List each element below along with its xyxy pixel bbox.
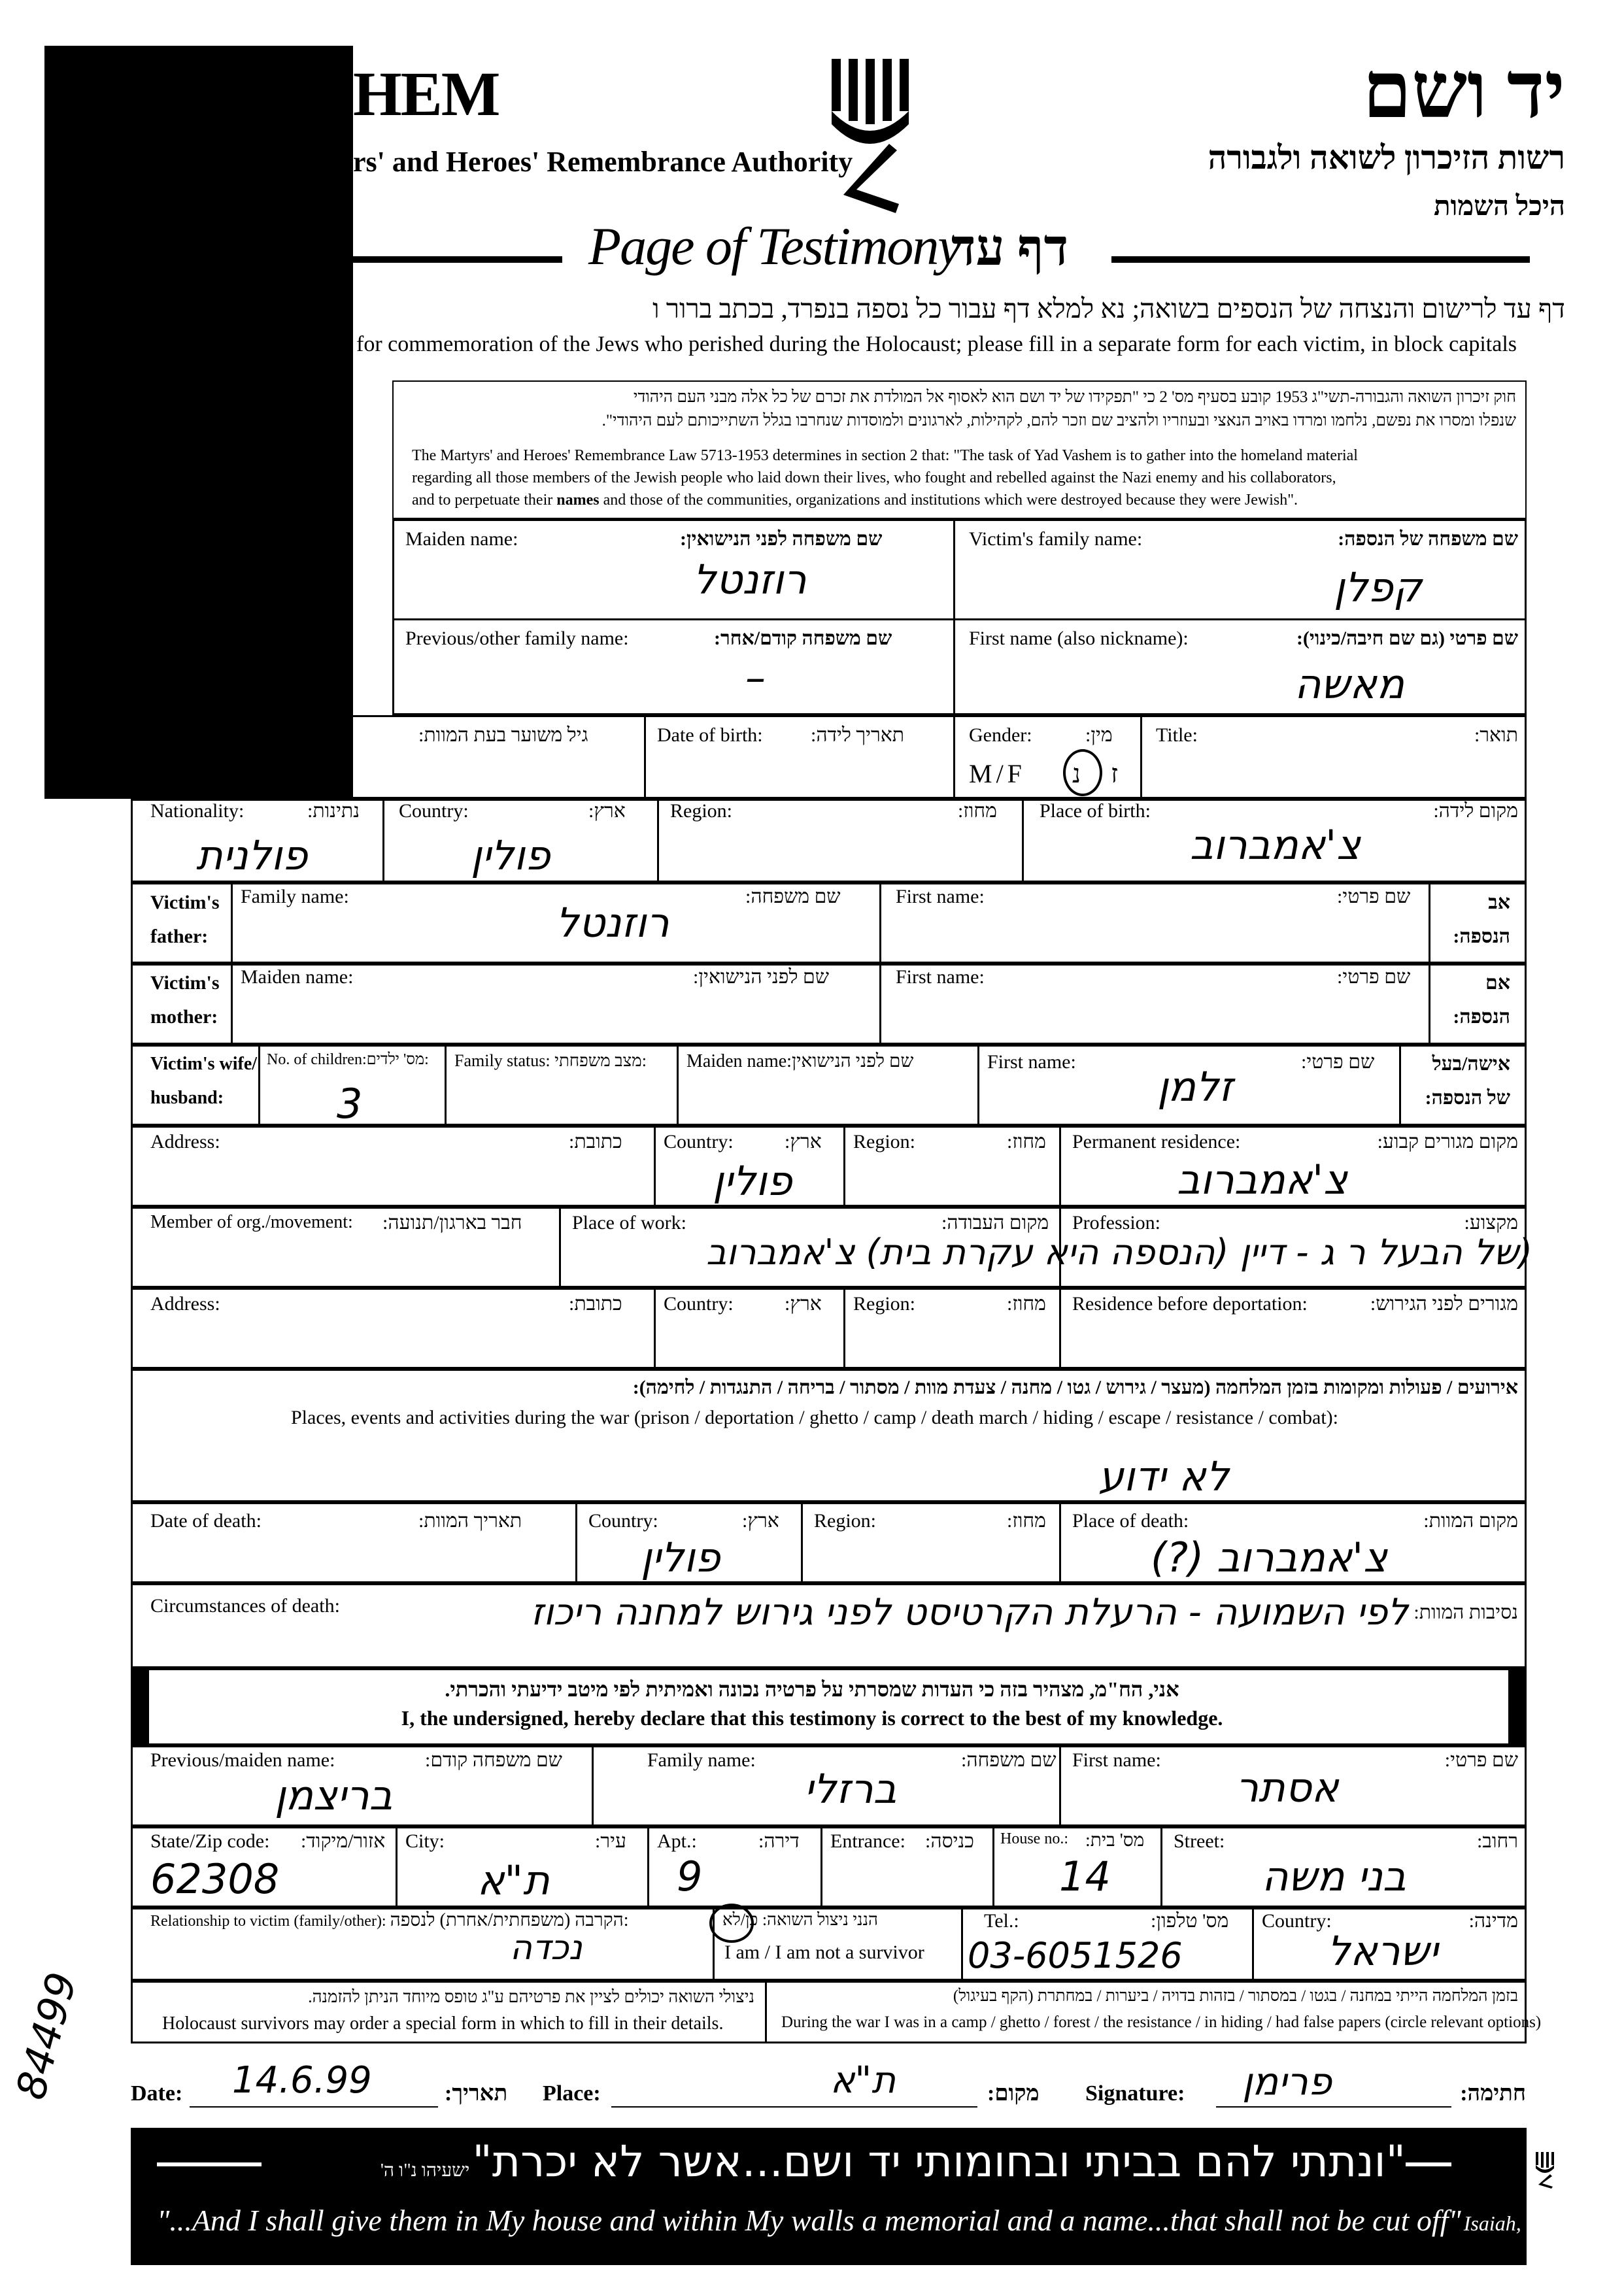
profession-label-he: מקצוע: [1464,1212,1518,1234]
witness-family-label-he: שם משפחה: [961,1749,1057,1771]
tel-label-he: מס' טלפון: [1151,1910,1229,1932]
house-label-he: מס' בית: [1085,1830,1145,1851]
gender-options-he[interactable]: ז נ [1072,759,1130,788]
grid-divider [592,1745,594,1826]
org-en-title: HEM [353,59,499,129]
family-name-label: Victim's family name: [969,528,1143,550]
footer-quote-en [157,2203,1565,2238]
father-label: Victim's father: [150,892,220,947]
grid-divider [392,618,1527,620]
survivor-label-he[interactable]: הנני ניצול השואה: כן/לא [722,1910,879,1929]
street-value: בני משה [1262,1853,1406,1900]
first-name-label: First name (also nickname): [969,628,1189,649]
children-label: No. of children:מס' ילדים: [267,1051,429,1068]
circ-label-he: נסיבות המוות: [1413,1602,1518,1623]
law-he-line2: שנפלו ומסרו את נפשם, נלחמו ומרדו באויב הנאצי ובעוזריו ולהציב שם וזכר להם, לקהילות, לארגונים ולמוסדות שנחרבו בגלל השתייכותם לעם היהודי". [601,412,1516,429]
grid-divider [1429,964,1430,1045]
address-region-label: Region: [853,1131,915,1152]
title-label-he: תואר: [1474,724,1518,746]
mother-maiden-label: Maiden name: [241,966,354,988]
redaction-block [44,46,353,799]
family-status-label: Family status: מצב משפחתי: [454,1051,647,1070]
date-line [190,2106,438,2108]
grid-divider [657,799,659,882]
war-note-en[interactable]: During the war I was in a camp / ghetto / forest / the resistance / in hiding / had false papers (circle relevant options) [781,2013,1542,2031]
grid-divider [654,1288,656,1369]
witness-first-label-he: שם פרטי: [1444,1749,1518,1771]
perm-residence-label: Permanent residence: [1072,1131,1241,1152]
spouse-label-he: אישה/בעל של הנספה: [1425,1053,1510,1109]
dod-label: Date of death: [150,1510,262,1532]
address2-label-he: כתובת: [569,1293,622,1315]
grid-divider [231,882,233,964]
zip-label: State/Zip code: [150,1830,270,1852]
profession-label: Profession: [1072,1212,1160,1234]
grid-divider [1022,799,1024,882]
place-line [611,2106,977,2108]
mother-first-label: First name: [896,966,985,988]
street-label-he: רחוב: [1477,1830,1518,1852]
children-value: 3 [337,1080,363,1128]
footer-quote-he [275,2136,1406,2187]
grid-divider [961,1908,963,1981]
pod-label-he: מקום המוות: [1423,1510,1518,1532]
father-label-he: אב הנספה: [1453,892,1510,947]
grid-divider [801,1502,803,1583]
family-name-value: קפלן [1334,563,1422,611]
footer-quote-he-ref: ישעיהו נ"ו ה' [380,2160,470,2181]
grid-divider [879,964,881,1045]
title-rule-left [353,256,562,263]
org-he-title: יד ושם [1362,47,1565,134]
law-en-line1: The Martyrs' and Heroes' Remembrance Law 5713-1953 determines in section 2 that: "The task of Yad Vashem is to gather into the homeland material [412,447,1358,464]
apt-label: Apt.: [657,1830,697,1852]
grid-divider [654,1126,656,1207]
signature-line [1216,2106,1451,2108]
address2-region-label-he: מחוז: [1007,1293,1046,1315]
footer-rule-right [1406,2162,1451,2166]
address-label: Address: [150,1131,220,1152]
nationality-value: פולנית [196,832,308,879]
address2-region-label: Region: [853,1293,915,1315]
region-label: Region: [670,800,732,822]
survivor-note-he: ניצולי השואה יכולים לציין את פרטיהם ע"ג טופס מיוחד הניתן להזמנה. [308,1987,754,2006]
grid-divider [575,1502,577,1583]
father-first-label-he: שם פרטי: [1337,886,1411,907]
witness-first-value: אסתר [1236,1764,1339,1811]
grid-divider [445,1045,447,1126]
grid-divider [1059,1288,1061,1369]
pob-value: צ'אמברוב [1190,821,1361,869]
place-label: Place: [543,2081,601,2106]
events-label-he: אירועים / פעולות ומקומות בזמן המלחמה (מעצר / גירוש / גטו / מחנה / צעדת מוות / מסתור / בריחה / התנגדות / לחימה): [632,1377,1518,1398]
zip-value: 62308 [150,1855,280,1903]
place-label-he: מקום: [987,2081,1040,2106]
grid-divider [1160,1826,1162,1908]
perm-residence-label-he: מקום מגורים קבוע: [1377,1131,1518,1152]
date-label-he: תאריך: [445,2081,508,2106]
spouse-first-value: זלמן [1157,1063,1233,1111]
address2-country-label-he: ארץ: [785,1293,822,1315]
mother-label-he: אם הנספה: [1453,972,1510,1028]
city-label: City: [405,1830,445,1852]
witness-country-label: Country: [1262,1910,1332,1932]
survivor-note-en: Holocaust survivors may order a special form in which to fill in their details. [162,2013,724,2034]
pod-value: צ'אמברוב (?) [1151,1534,1387,1581]
apt-label-he: דירה: [758,1830,800,1852]
spouse-maiden-label: Maiden name:שם לפני הנישואין [686,1051,914,1071]
family-name-label-he: שם משפחה של הנספה: [1338,528,1518,550]
date-label: Date: [131,2081,183,2106]
address-country-label-he: ארץ: [785,1131,822,1152]
title-label: Title: [1156,724,1198,746]
grid-divider [879,882,881,964]
grid-divider [647,1826,649,1908]
witness-family-value: ברזלי [804,1765,897,1813]
maiden-name-label-he: שם משפחה לפני הנישואין: [680,528,883,550]
dod-region-label-he: מחוז: [1007,1510,1046,1532]
yad-vashem-logo [824,52,922,216]
prev-name-label: Previous/other family name: [405,628,629,649]
entrance-label-he: כניסה: [925,1830,974,1852]
dod-label-he: תאריך המוות: [418,1510,522,1532]
grid-divider [1252,1908,1254,1981]
declaration-en: I, the undersigned, hereby declare that this testimony is correct to the best of my knowledge. [401,1706,1223,1730]
address-label-he: כתובת: [569,1131,622,1152]
page-title-he: דף עד [951,219,1069,276]
address2-country-label: Country: [664,1293,734,1315]
gender-label-he: מין: [1085,724,1113,746]
pob-label-he: מקום לידה: [1433,800,1518,822]
street-label: Street: [1174,1830,1225,1852]
pob-label: Place of birth: [1040,800,1151,822]
profession-value: (של הבעל ר ג - דיין (הנספה היא עקרת בית) צ'אמברוב [706,1232,1532,1273]
member-label: Member of org./movement: [150,1212,353,1232]
dod-region-label: Region: [814,1510,876,1532]
father-family-label-he: שם משפחה: [745,886,841,907]
apt-value: 9 [677,1853,703,1900]
grid-divider [953,519,955,715]
deport-address-row [131,1288,1527,1369]
spouse-first-label: First name: [987,1051,1076,1073]
country-value: פולין [471,832,550,879]
maiden-name-label: Maiden name: [405,528,518,550]
grid-divider [765,1981,767,2043]
signature-value: פרימן [1242,2059,1332,2104]
witness-family-label: Family name: [647,1749,756,1771]
perm-residence-value: צ'אמברוב [1177,1156,1347,1203]
zip-label-he: אזור/מיקוד: [301,1830,386,1852]
signature-label-he: חתימה: [1460,2081,1526,2106]
footer-quote-en-text: "...And I shall give them in My house and within My walls a memorial and a name...that shall not be cut off" [157,2204,1461,2237]
address-country-label: Country: [664,1131,734,1152]
prev-name-label-he: שם משפחה קודם/אחר: [714,628,892,649]
nationality-label: Nationality: [150,800,245,822]
events-label-en: Places, events and activities during the war (prison / deportation / ghetto / camp / death march / hiding / escape / resistance / combat): [291,1407,1339,1428]
first-name-label-he: שם פרטי (גם שם חיבה/כינוי): [1296,628,1518,649]
gender-label: Gender: [969,724,1032,746]
grid-divider [396,1826,398,1908]
resdep-label-he: מגורים לפני הגירוש: [1370,1293,1518,1315]
address-region-label-he: מחוז: [1007,1131,1046,1152]
org-he-hall: היכל השמות [1434,192,1565,222]
mother-first-label-he: שם פרטי: [1337,966,1411,988]
grid-divider [559,1207,561,1288]
grid-divider [977,1045,979,1126]
grid-divider [843,1288,845,1369]
gender-circle-mark [1063,749,1102,796]
events-value: לא ידוע [1098,1453,1229,1500]
circ-label: Circumstances of death: [150,1595,340,1617]
circ-value: לפי השמועה - הרעלת הקרטיסט לפני גירוש למחנה ריכוז [530,1591,1408,1634]
house-value: 14 [1059,1853,1111,1900]
pod-label: Place of death: [1072,1510,1189,1532]
grid-divider [843,1126,845,1207]
region-label-he: מחוז: [958,800,997,822]
org-en-subtitle: rs' and Heroes' Remembrance Authority [353,146,853,178]
first-name-value: מאשה [1294,660,1404,708]
relationship-label: Relationship to victim (family/other): הקרבה (משפחתית/אחרת) לנספה: [150,1910,629,1930]
grid-divider [1399,1045,1401,1126]
signature-label: Signature: [1085,2081,1185,2106]
grid-divider [953,715,955,799]
tel-value: 03-6051526 [968,1935,1183,1976]
country-label: Country: [399,800,469,822]
witness-country-label-he: מדינה: [1468,1910,1518,1932]
prev-maiden-value: בריצמן [275,1772,393,1819]
law-en-line3: and to perpetuate their names and those of the communities, organizations and institutions which were destroyed because they were Jewish". [412,492,1298,509]
side-note: 84499 [7,1967,86,2104]
grid-divider [992,1826,994,1908]
law-he-line1: חוק זיכרון השואה והגבורה-תשי"ג 1953 קובע בסעיף מס' 2 כי "תפקידו של יד ושם הוא לאסוף אל המולדת את זכרם של כל אלה מבני העם היהודי [633,388,1516,406]
prev-maiden-label: Previous/maiden name: [150,1749,335,1771]
instruction-he: דף עד לרישום והנצחה של הנספים בשואה; נא למלא דף עבור כל נספה בנפרד, בכתב ברור ו [652,294,1565,324]
footer-quote-he-text: "ונתתי להם בביתי ובחומותי יד ושם...אשר לא יכרת" [472,2136,1406,2187]
entrance-label: Entrance: [830,1830,905,1852]
spouse-label: Victim's wife/ husband: [150,1054,258,1108]
city-label-he: עיר: [595,1830,626,1852]
gender-options[interactable]: M/F [969,759,1026,788]
father-family-label: Family name: [241,886,349,907]
title-rule-right [1111,256,1530,263]
footer-quote-en-ref: Isaiah, 56:5 [1463,2211,1565,2235]
place-value: ת"א [830,2059,896,2102]
mother-label: Victim's mother: [150,972,220,1028]
age-label-he: גיל משוער בעת המוות: [418,724,588,746]
nationality-label-he: נתינות: [307,800,360,822]
father-family-value: רוזנטל [556,899,669,947]
dod-country-label-he: ארץ: [742,1510,779,1532]
grid-divider [382,799,384,882]
grid-divider [644,715,646,799]
member-label-he: חבר בארגון/תנועה: [382,1212,522,1234]
grid-divider [1059,1502,1061,1583]
address2-label: Address: [150,1293,220,1315]
address-country-value: פולין [713,1157,792,1205]
prev-maiden-label-he: שם משפחה קודם: [425,1749,562,1771]
page-title-en: Page of Testimony [588,216,960,276]
spouse-first-label-he: שם פרטי: [1301,1051,1375,1073]
grid-divider [1059,1745,1061,1826]
dod-country-value: פולין [641,1534,720,1581]
house-label: House no.: [1000,1830,1068,1847]
declaration-he: אני, הח"מ, מצהיר בזה כי העדות שמסרתי על פרטיה נכונה ואמיתית לפי מיטב ידיעתי והכרתי. [445,1677,1179,1701]
grid-divider [820,1826,822,1908]
survivor-label-en[interactable]: I am / I am not a survivor [724,1941,924,1963]
dob-label-he: תאריך לידה: [811,724,905,746]
grid-divider [1059,1126,1061,1207]
survivor-circle-mark [709,1904,754,1943]
war-note-he[interactable]: בזמן המלחמה הייתי במחנה / בגטו / במסתור / בזהות בדויה / ביערות / במחתרת (הקף בעיגול) [953,1987,1518,2005]
mother-maiden-label-he: שם לפני הנישואין: [693,966,829,988]
dod-country-label: Country: [588,1510,658,1532]
dob-label: Date of birth: [657,724,763,746]
maiden-name-value: רוזנטל [693,556,807,603]
father-first-label: First name: [896,886,985,907]
relationship-value: נכדה [510,1928,583,1968]
tel-label: Tel.: [984,1910,1019,1932]
grid-divider [677,1045,679,1126]
witness-first-label: First name: [1072,1749,1161,1771]
work-label: Place of work: [572,1212,686,1234]
prev-name-value: – [745,654,766,701]
grid-divider [1429,882,1430,964]
grid-divider [1140,715,1142,799]
city-value: ת"א [477,1857,550,1904]
org-he-subtitle: רשות הזיכרון לשואה ולגבורה [1208,139,1565,176]
work-label-he: מקום העבודה: [941,1212,1049,1234]
law-en-line2: regarding all those members of the Jewish people who laid down their lives, who fought and rebelled against the Nazi enemy and his collaborators, [412,469,1336,486]
grid-divider [258,1045,260,1126]
resdep-label: Residence before deportation: [1072,1293,1308,1315]
footer-logo-icon [1533,2151,1559,2190]
country-label-he: ארץ: [588,800,626,822]
instruction-en: for commemoration of the Jews who perished during the Holocaust; please fill in a separate form for each victim, in block capitals [356,332,1517,356]
footer-rule-left [157,2162,262,2166]
grid-divider [231,964,233,1045]
witness-country-value: ישראל [1327,1927,1438,1975]
date-value: 14.6.99 [232,2059,372,2102]
